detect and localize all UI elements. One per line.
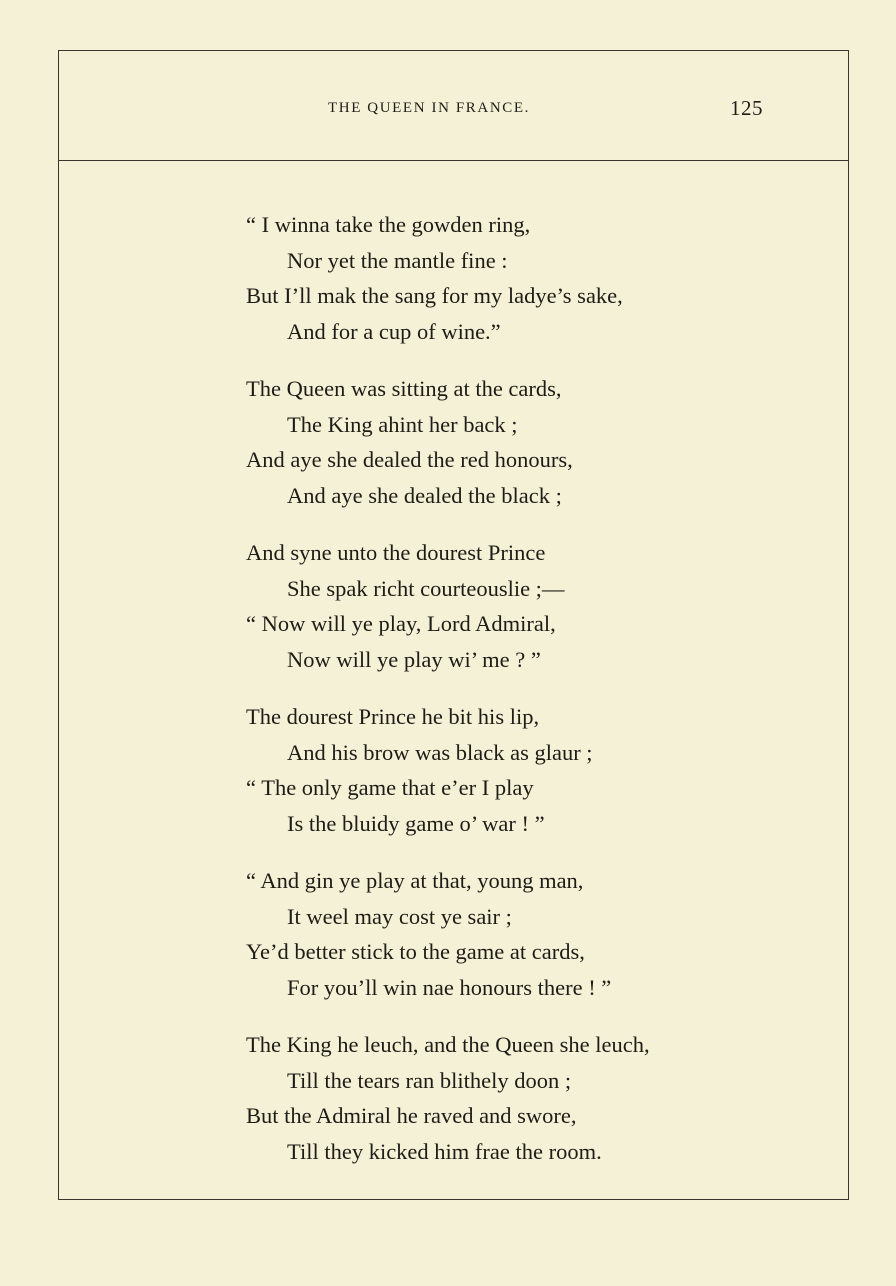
poem-line: “ The only game that e’er I play	[246, 775, 534, 800]
poem-line: Ye’d better stick to the game at cards,	[246, 939, 585, 964]
poem-line: For you’ll win nae honours there ! ”	[287, 974, 612, 1000]
page-number: 125	[730, 96, 763, 120]
poem-line: “ And gin ye play at that, young man,	[246, 868, 584, 893]
poem-line: Till the tears ran blithely doon ;	[287, 1067, 572, 1093]
running-head	[0, 96, 896, 126]
poem-line: The King ahint her back ;	[287, 411, 518, 437]
stanza-6	[246, 1027, 806, 1169]
poem-line: It weel may cost ye sair ;	[287, 903, 512, 929]
poem-line: And for a cup of wine.”	[287, 318, 501, 344]
header-rule	[58, 160, 849, 161]
stanza-4	[246, 699, 806, 841]
poem-line: Nor yet the mantle fine :	[287, 247, 508, 273]
poem-line: But I’ll mak the sang for my ladye’s sake,	[246, 283, 623, 308]
poem-line: But the Admiral he raved and swore,	[246, 1103, 577, 1128]
poem-line: And his brow was black as glaur ;	[287, 739, 593, 765]
stanza-5	[246, 863, 806, 1005]
stanza-2	[246, 371, 806, 513]
running-title: THE QUEEN IN FRANCE.	[328, 100, 530, 116]
poem-line: The Queen was sitting at the cards,	[246, 376, 562, 401]
poem-line: “ I winna take the gowden ring,	[246, 212, 531, 237]
stanza-3	[246, 535, 806, 677]
poem-line: Now will ye play wi’ me ? ”	[287, 646, 541, 672]
poem-line: And syne unto the dourest Prince	[246, 540, 546, 565]
poem-line: And aye she dealed the red honours,	[246, 447, 573, 472]
poem-line: “ Now will ye play, Lord Admiral,	[246, 611, 556, 636]
poem-line: The dourest Prince he bit his lip,	[246, 704, 540, 729]
poem-line: Is the bluidy game o’ war ! ”	[287, 810, 545, 836]
stanza-1	[246, 207, 806, 349]
poem-line: Till they kicked him frae the room.	[287, 1138, 602, 1164]
poem-line: She spak richt courteouslie ;—	[287, 575, 565, 601]
poem-line: The King he leuch, and the Queen she leuch,	[246, 1032, 650, 1057]
poem-line: And aye she dealed the black ;	[287, 482, 562, 508]
poem	[246, 207, 806, 1191]
